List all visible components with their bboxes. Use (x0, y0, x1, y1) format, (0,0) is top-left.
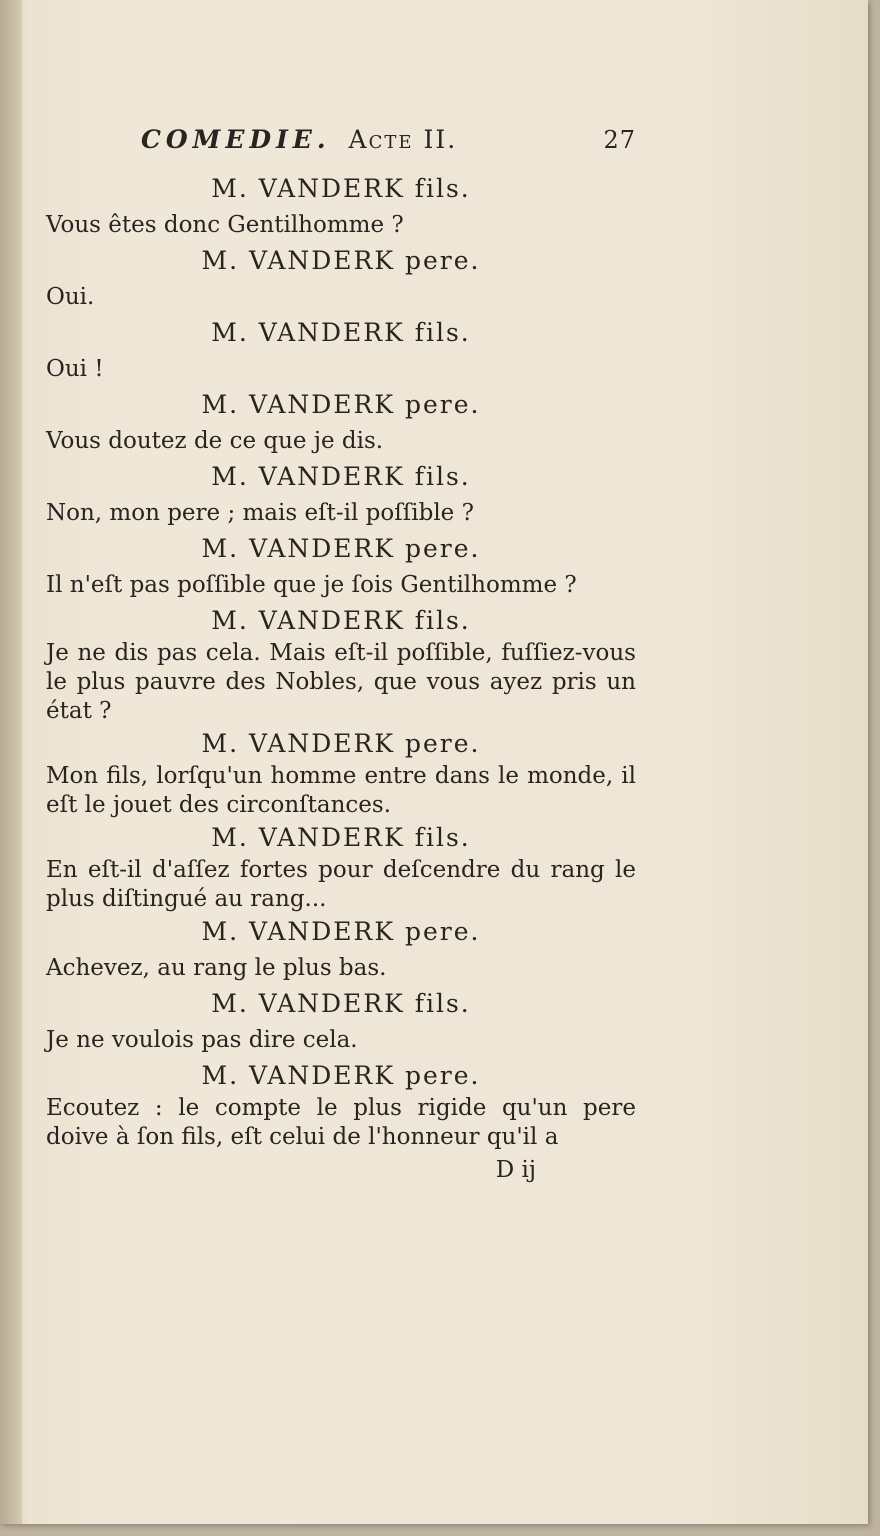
dialogue-block (46, 986, 636, 1058)
signature-mark: D ij (495, 1157, 536, 1183)
speaker-name: M. VANDERK pere. (201, 534, 481, 563)
dialogue-line: Vous doutez de ce que je dis. (46, 428, 384, 454)
dialogue-line: Achevez, au rang le plus bas. (46, 955, 387, 981)
dialogue-block (46, 387, 636, 459)
dialogue-line: Ecoutez : le compte le plus rigide qu'un pere doive à ſon fils, eſt celui de l'honneur qu'il a (46, 1095, 636, 1150)
dialogue-line: En eſt-il d'aſſez fortes pour deſcendre du rang le plus diſtingué au rang... (46, 857, 636, 912)
speaker-name: M. VANDERK fils. (211, 318, 471, 347)
act-label: Acte II. (348, 125, 458, 154)
page-text (46, 125, 636, 1188)
dialogue-line: Vous êtes donc Gentilhomme ? (46, 212, 404, 238)
dialogue-block (46, 820, 636, 914)
dialogue-block (46, 243, 636, 315)
speaker-name: M. VANDERK pere. (201, 917, 481, 946)
dialogue-block (46, 315, 636, 387)
dialogue-line: Oui ! (46, 356, 104, 382)
page-number: 27 (603, 126, 636, 154)
speaker-name: M. VANDERK fils. (211, 606, 471, 635)
speaker-name: M. VANDERK fils. (211, 989, 471, 1018)
dialogue-line: Oui. (46, 284, 95, 310)
dialogue-block (46, 603, 636, 726)
dialogue-block (46, 914, 636, 986)
speaker-name: M. VANDERK pere. (201, 729, 481, 758)
speaker-name: M. VANDERK pere. (201, 1061, 481, 1090)
speaker-name: M. VANDERK fils. (211, 462, 471, 491)
speaker-name: M. VANDERK fils. (211, 823, 471, 852)
dialogue-block (46, 1058, 636, 1152)
dialogue-block (46, 459, 636, 531)
dialogue-line: Non, mon pere ; mais eſt-il poſſible ? (46, 500, 474, 526)
speaker-name: M. VANDERK pere. (201, 246, 481, 275)
dialogue-line: Je ne dis pas cela. Mais eſt-il poſſible, fuſſiez-vous le plus pauvre des Nobles, que vous ayez pris un état ? (46, 640, 636, 724)
dialogue-line: Je ne voulois pas dire cela. (46, 1027, 358, 1053)
page-gutter (0, 0, 22, 1524)
speaker-name: M. VANDERK fils. (211, 174, 471, 203)
dialogue-block (46, 531, 636, 603)
dialogue-block (46, 171, 636, 243)
running-header (46, 125, 636, 171)
dialogue-block (46, 726, 636, 820)
dialogue-line: Il n'eſt pas poſſible que je ſois Gentilhomme ? (46, 572, 577, 598)
speaker-name: M. VANDERK pere. (201, 390, 481, 419)
running-title: COMEDIE. (141, 125, 331, 154)
dialogue-line: Mon fils, lorſqu'un homme entre dans le monde, il eſt le jouet des circonſtances. (46, 763, 636, 818)
